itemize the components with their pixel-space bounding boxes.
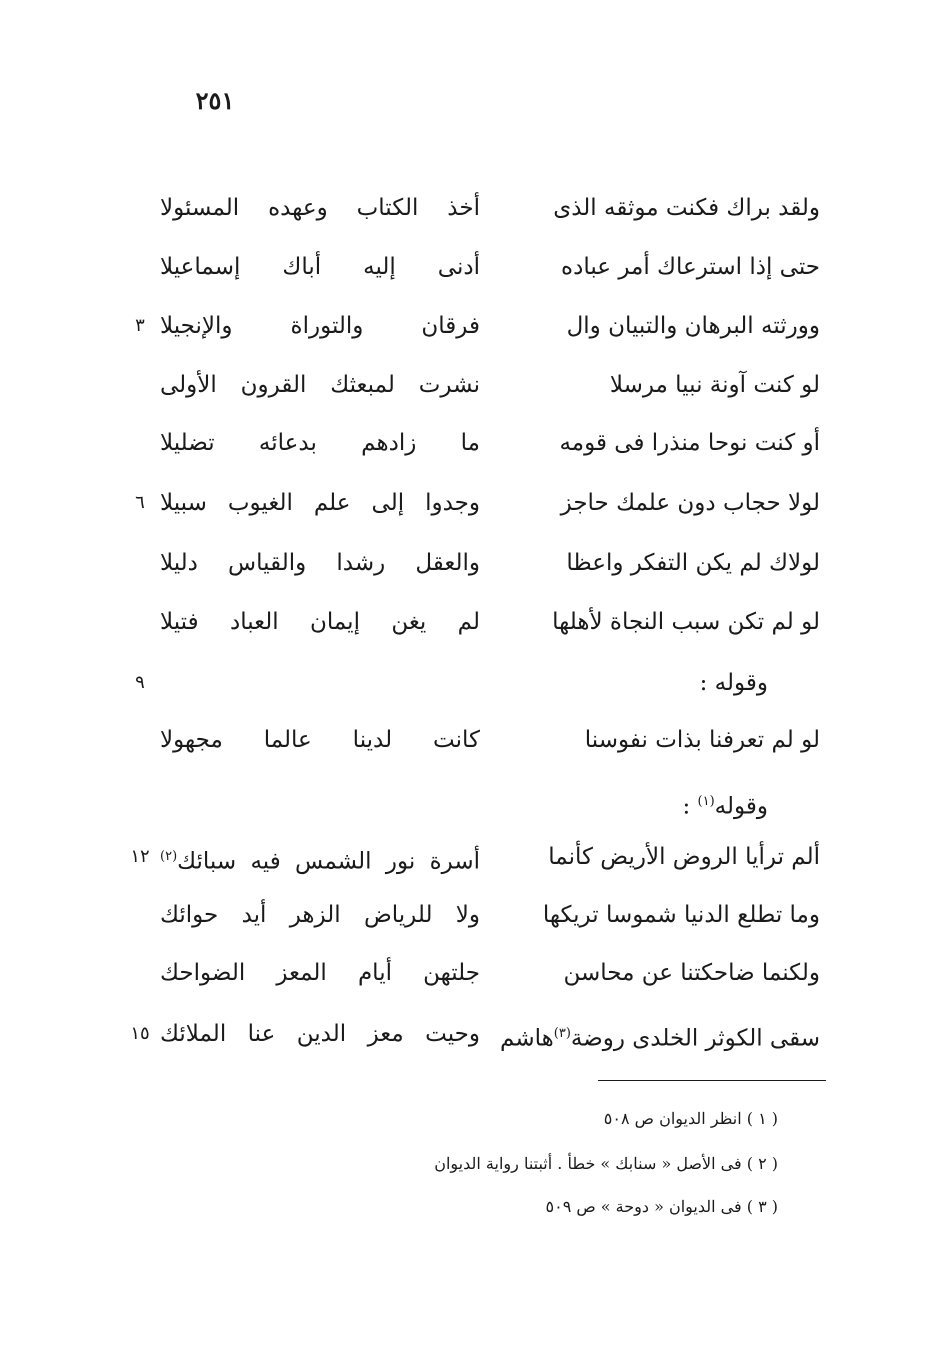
first-hemistich-text: سقى الكوثر الخلدى روضة xyxy=(570,1025,820,1052)
verse-line xyxy=(160,600,820,644)
line-number: ٩ xyxy=(135,672,145,693)
line-number: ٦ xyxy=(135,492,145,513)
second-hemistich: أدنى إليه أباك إسماعيلا xyxy=(160,254,480,280)
poem-intro-text: وقوله xyxy=(714,793,768,820)
footnote-reference: (٣) xyxy=(553,1026,571,1041)
verse-line xyxy=(160,951,820,995)
verse-line xyxy=(160,835,820,879)
first-hemistich: ولقد براك فكنت موثقه الذى xyxy=(553,195,820,221)
second-hemistich: كانت لدينا عالما مجهولا xyxy=(160,727,480,753)
poem-intro xyxy=(682,780,768,829)
first-hemistich: لولا حجاب دون علمك حاجز xyxy=(560,490,820,516)
second-hemistich: ولا للرياض الزهر أيد حوائك xyxy=(160,902,480,928)
verse-line xyxy=(160,363,820,407)
first-hemistich: حتى إذا استرعاك أمر عباده xyxy=(561,254,820,280)
first-hemistich: لولاك لم يكن التفكر واعظا xyxy=(566,550,820,576)
verse-line xyxy=(160,186,820,230)
first-hemistich: وورثته البرهان والتبيان وال xyxy=(566,313,820,339)
footnote-reference: (١) xyxy=(697,794,715,809)
second-hemistich: لم يغن إيمان العباد فتيلا xyxy=(160,609,480,635)
second-hemistich: وحيت معز الدين عنا الملائك xyxy=(160,1021,480,1047)
line-number: ١٢ xyxy=(130,846,150,867)
poem-intro: وقوله : xyxy=(699,670,768,696)
first-hemistich: لو لم تكن سبب النجاة لأهلها xyxy=(552,609,820,635)
second-hemistich-text: أسرة نور الشمس فيه سبائك xyxy=(177,848,480,875)
second-hemistich: والعقل رشدا والقياس دليلا xyxy=(160,550,480,576)
verse-line xyxy=(160,1012,820,1056)
first-hemistich: أو كنت نوحا منذرا فى قومه xyxy=(559,430,820,456)
second-hemistich: أخذ الكتاب وعهده المسئولا xyxy=(160,195,480,221)
footnote-divider xyxy=(598,1080,826,1081)
first-hemistich xyxy=(490,1012,820,1061)
poem-intro-colon: : xyxy=(682,793,698,820)
footnote-reference: (٢) xyxy=(160,849,178,864)
verse-line xyxy=(160,893,820,937)
verse-line xyxy=(160,245,820,289)
second-hemistich xyxy=(160,835,480,884)
verse-line xyxy=(160,481,820,525)
verse-line xyxy=(160,718,820,762)
verse-line xyxy=(160,421,820,465)
line-number: ١٥ xyxy=(130,1023,150,1044)
verse-line xyxy=(160,304,820,348)
first-hemistich-end: هاشم xyxy=(500,1025,554,1052)
first-hemistich: لو لم تعرفنا بذات نفوسنا xyxy=(584,727,820,753)
second-hemistich: فرقان والتوراة والإنجيلا xyxy=(160,313,480,339)
second-hemistich: وجدوا إلى علم الغيوب سبيلا xyxy=(160,490,480,516)
first-hemistich: لو كنت آونة نبيا مرسلا xyxy=(609,372,820,398)
first-hemistich: ولكنما ضاحكتنا عن محاسن xyxy=(563,960,820,986)
verse-line xyxy=(160,541,820,585)
footnote: ( ١ ) انظر الديوان ص ٥٠٨ xyxy=(603,1109,778,1128)
second-hemistich: ما زادهم بدعائه تضليلا xyxy=(160,430,480,456)
first-hemistich: وما تطلع الدنيا شموسا تريكها xyxy=(542,902,820,928)
page-number: ٢٥١ xyxy=(195,86,235,115)
footnote: ( ٢ ) فى الأصل « سنابك » خطأ . أثبتنا رواية الديوان xyxy=(434,1154,778,1173)
line-number: ٣ xyxy=(135,315,145,336)
second-hemistich: نشرت لمبعثك القرون الأولى xyxy=(160,372,480,398)
footnote: ( ٣ ) فى الديوان « دوحة » ص ٥٠٩ xyxy=(545,1197,778,1216)
first-hemistich: ألم ترأيا الروض الأريض كأنما xyxy=(548,844,820,870)
second-hemistich: جلتهن أيام المعز الضواحك xyxy=(160,960,480,986)
